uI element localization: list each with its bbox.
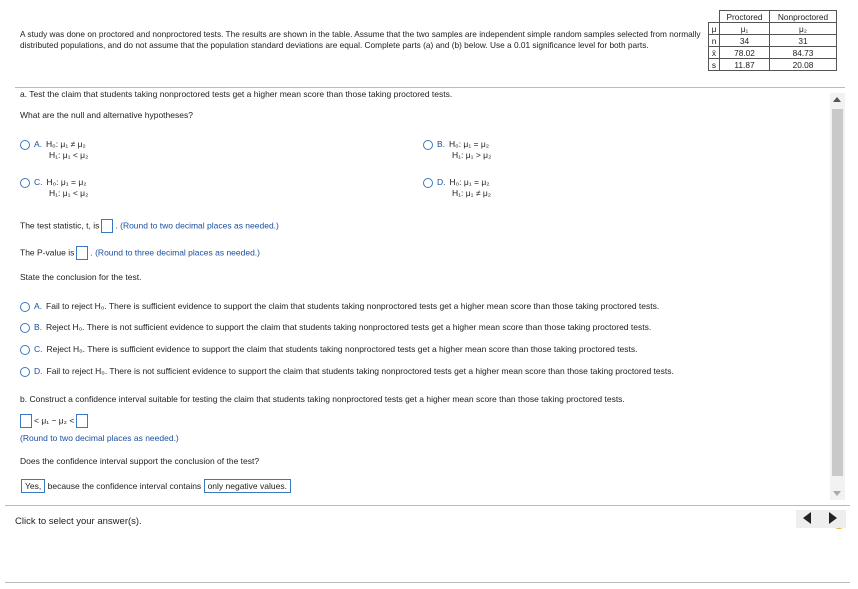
- scroll-thumb[interactable]: [832, 109, 843, 476]
- conclusion-question: State the conclusion for the test.: [20, 272, 142, 282]
- radio-icon[interactable]: [20, 302, 30, 312]
- hyp-option-c[interactable]: C. H₀: μ₁ = μ₂ H₁: μ₁ < μ₂: [20, 177, 88, 199]
- p-value-line: The P-value is . (Round to three decimal places as needed.): [20, 246, 260, 260]
- part-b-title: b. Construct a confidence interval suitable for testing the claim that students taking nonproctored tests get a higher mean score than those taking proctored tests.: [20, 394, 625, 404]
- test-statistic-line: The test statistic, t, is . (Round to two decimal places as needed.): [20, 219, 279, 233]
- previous-arrow-icon[interactable]: [803, 512, 811, 524]
- ci-upper-input[interactable]: [76, 414, 88, 428]
- radio-icon[interactable]: [423, 140, 433, 150]
- radio-icon[interactable]: [20, 323, 30, 333]
- hyp-option-a[interactable]: A. H₀: μ₁ ≠ μ₂ H₁: μ₁ < μ₂: [20, 139, 88, 161]
- scroll-up-icon[interactable]: [833, 97, 841, 102]
- radio-icon[interactable]: [20, 367, 30, 377]
- bottom-divider: [5, 582, 850, 583]
- answer-select-1[interactable]: Yes,: [21, 479, 45, 493]
- conclusion-option-b[interactable]: B. Reject H₀. There is not sufficient evidence to support the claim that students taking nonproctored tests get a higher mean score than those taking proctored tests.: [20, 322, 651, 333]
- test-statistic-input[interactable]: [101, 219, 113, 233]
- ci-hint: (Round to two decimal places as needed.): [20, 433, 179, 443]
- conclusion-option-d[interactable]: D. Fail to reject H₀. There is not sufficient evidence to support the claim that students taking nonproctored tests get a higher mean score than those taking proctored tests.: [20, 366, 674, 377]
- table-row: n 34 31: [709, 35, 837, 47]
- support-answer: Yes, because the confidence interval contains only negative values.: [21, 479, 291, 493]
- next-arrow-icon[interactable]: [829, 512, 837, 524]
- divider: [15, 87, 845, 88]
- header-nonproctored: Nonproctored: [770, 11, 837, 23]
- support-question: Does the confidence interval support the conclusion of the test?: [20, 456, 260, 466]
- scroll-down-icon[interactable]: [833, 491, 841, 496]
- footer-divider: [5, 505, 850, 506]
- hyp-option-d[interactable]: D. H₀: μ₁ = μ₂ H₁: μ₁ ≠ μ₂: [423, 177, 491, 199]
- radio-icon[interactable]: [20, 140, 30, 150]
- scrollbar[interactable]: [830, 93, 845, 500]
- data-table: [708, 10, 837, 71]
- p-value-input[interactable]: [76, 246, 88, 260]
- radio-icon[interactable]: [20, 178, 30, 188]
- problem-intro: A study was done on proctored and nonproctored tests. The results are shown in the table. Assume that the two samples are independent simple random samples selected from normally distributed populations, and do not assume that the population standard deviations are equal. Complete parts (a) and (b) below. Use a 0.01 significance level for both parts.: [20, 29, 701, 50]
- conclusion-option-c[interactable]: C. Reject H₀. There is sufficient evidence to support the claim that students taking nonproctored tests get a higher mean score than those taking proctored tests.: [20, 344, 638, 355]
- hyp-option-b[interactable]: B. H₀: μ₁ = μ₂ H₁: μ₁ > μ₂: [423, 139, 491, 161]
- radio-icon[interactable]: [423, 178, 433, 188]
- part-a-title: a. Test the claim that students taking nonproctored tests get a higher mean score than those taking proctored tests.: [20, 89, 453, 99]
- answer-select-2[interactable]: only negative values.: [204, 479, 291, 493]
- ci-lower-input[interactable]: [20, 414, 32, 428]
- table-row: x̄ 78.02 84.73: [709, 47, 837, 59]
- conclusion-option-a[interactable]: A. Fail to reject H₀. There is sufficient evidence to support the claim that students taking nonproctored tests get a higher mean score than those taking proctored tests.: [20, 301, 659, 312]
- hypotheses-question: What are the null and alternative hypotheses?: [20, 110, 193, 120]
- table-row: s 11.87 20.08: [709, 59, 837, 71]
- confidence-interval-line: < μ₁ − μ₂ <: [18, 414, 90, 428]
- table-row: μ μ₁ μ₂: [709, 23, 837, 35]
- click-instruction: Click to select your answer(s).: [15, 516, 142, 527]
- radio-icon[interactable]: [20, 345, 30, 355]
- header-proctored: Proctored: [720, 11, 770, 23]
